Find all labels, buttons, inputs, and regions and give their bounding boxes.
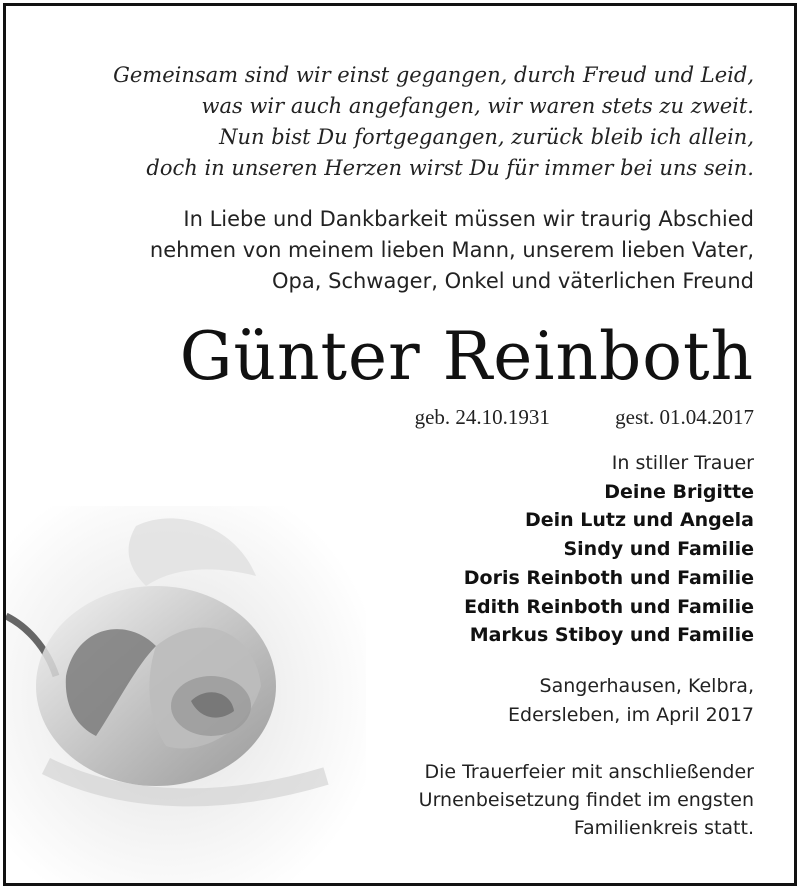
- mourners-list: [464, 449, 754, 650]
- funeral-line: Die Trauerfeier mit anschließender: [424, 761, 754, 783]
- intro-text: [54, 204, 754, 297]
- mourner-name: Dein Lutz und Angela: [524, 509, 754, 532]
- birth-date: geb. 24.10.1931: [414, 405, 550, 429]
- mourner-name: Doris Reinboth und Familie: [463, 566, 754, 589]
- obituary-notice: [3, 3, 797, 886]
- mourner-name: Deine Brigitte: [604, 480, 754, 503]
- intro-line: nehmen von meinem lieben Mann, unserem lieben Vater,: [149, 238, 754, 262]
- funeral-line: Urnenbeisetzung findet im engsten: [418, 789, 754, 811]
- mourner-name: Sindy und Familie: [563, 538, 754, 561]
- funeral-line: Familienkreis statt.: [573, 817, 754, 839]
- rose-image: [6, 506, 366, 886]
- intro-line: Opa, Schwager, Onkel und väterlichen Freund: [272, 269, 754, 293]
- mourner-name: Markus Stiboy und Familie: [469, 624, 754, 647]
- place-and-date: [508, 672, 754, 730]
- place-line: Edersleben, im April 2017: [508, 704, 754, 726]
- poem-line: doch in unseren Herzen wirst Du für immer bei uns sein.: [146, 156, 754, 180]
- mourner-name: Edith Reinboth und Familie: [464, 595, 754, 618]
- poem-line: was wir auch angefangen, wir waren stets zu zweit.: [201, 94, 754, 118]
- place-line: Sangerhausen, Kelbra,: [539, 675, 754, 697]
- poem-line: Gemeinsam sind wir einst gegangen, durch Freud und Leid,: [113, 63, 754, 87]
- mourners-intro: In stiller Trauer: [611, 452, 754, 474]
- deceased-name: Günter Reinboth: [179, 318, 754, 395]
- funeral-notice: [419, 758, 754, 842]
- intro-line: In Liebe und Dankbarkeit müssen wir traurig Abschied: [183, 207, 754, 231]
- poem-line: Nun bist Du fortgegangen, zurück bleib ich allein,: [219, 125, 754, 149]
- death-date: gest. 01.04.2017: [615, 405, 754, 429]
- life-dates: [415, 402, 754, 432]
- poem: [54, 60, 754, 184]
